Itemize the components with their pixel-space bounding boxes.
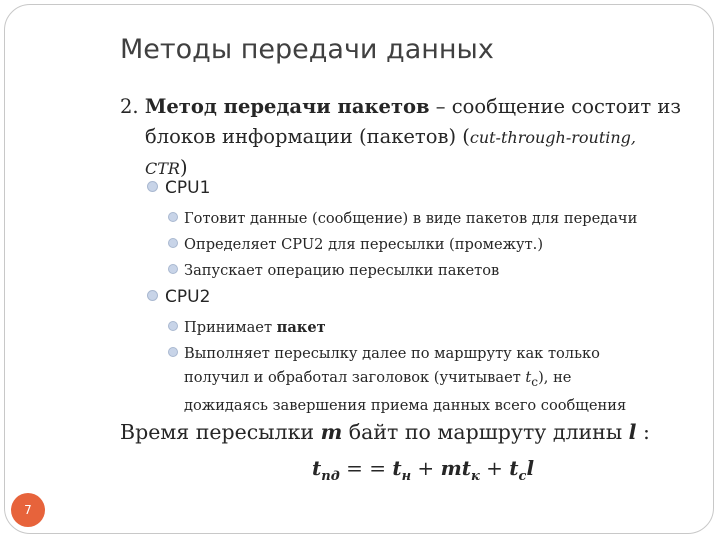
time-text: байт по маршруту длины — [342, 420, 629, 444]
page-number-badge — [11, 493, 45, 527]
cpu2-item-wrap-text: получил и обработал заголовок (учитывает — [184, 369, 526, 386]
formula-op: = = — [339, 456, 393, 480]
item-text-2: блоков информации (пакетов) ( — [145, 125, 470, 148]
cpu2-list-item — [168, 342, 626, 418]
formula-t: t — [312, 456, 322, 480]
cpu2-item-wrap-text: ), не — [538, 369, 572, 386]
l-variable: l — [628, 420, 637, 444]
time-text: : — [636, 420, 650, 444]
formula-op: + — [479, 456, 510, 480]
cpu2-bullet — [147, 287, 210, 307]
time-text: Время пересылки — [120, 420, 321, 444]
cpu2-item-bold: пакет — [276, 319, 326, 336]
cpu2-item-wrap — [168, 366, 626, 394]
m-variable: m — [320, 420, 343, 444]
cpu2-item-wrap — [168, 394, 626, 418]
cpu1-bullet — [147, 178, 210, 198]
transfer-time-sentence — [120, 420, 650, 444]
slide-title: Методы передачи данных — [120, 34, 494, 65]
bullet-icon — [147, 290, 158, 301]
formula-l: l — [526, 456, 535, 480]
bullet-icon — [147, 181, 158, 192]
page-number: 7 — [24, 503, 32, 517]
bullet-icon — [168, 321, 178, 331]
bullet-icon — [168, 347, 178, 357]
tc-variable: t — [525, 369, 532, 386]
tc-subscript: c — [531, 374, 539, 389]
bullet-icon — [168, 264, 178, 274]
numbered-item — [120, 92, 705, 184]
cpu2-item-wrap-text: дожидаясь завершения приема данных всего сообщения — [184, 396, 627, 414]
cpu2-label: CPU2 — [165, 287, 211, 307]
cpu2-item-text: Принимает — [184, 319, 277, 336]
cpu2-item-text: Выполняет пересылку далее по маршруту как только — [184, 345, 600, 362]
cpu1-list-item — [168, 233, 543, 257]
formula — [312, 456, 534, 484]
bullet-icon — [168, 212, 178, 222]
formula-op: + — [411, 456, 441, 480]
cpu1-list-item — [168, 259, 499, 283]
formula-t: t — [392, 456, 402, 480]
item-continuation — [120, 122, 705, 184]
formula-sub: к — [470, 469, 480, 484]
cpu1-item-text: Готовит данные (сообщение) в виде пакетов для передачи — [184, 210, 638, 227]
item-italic-2: CTR — [145, 159, 180, 178]
cpu1-item-text: Запускает операцию пересылки пакетов — [184, 262, 500, 279]
cpu1-label: CPU1 — [165, 178, 211, 198]
cpu2-list-item — [168, 316, 326, 340]
formula-mt: mt — [440, 456, 471, 480]
formula-sub: с — [518, 469, 527, 484]
formula-t: t — [509, 456, 519, 480]
formula-sub: пд — [321, 469, 340, 484]
bullet-icon — [168, 238, 178, 248]
cpu1-item-text: Определяет CPU2 для пересылки (промежут.) — [184, 236, 544, 253]
item-number: 2. — [120, 95, 139, 118]
item-bold-heading: Метод передачи пакетов — [144, 95, 430, 118]
formula-sub: н — [401, 469, 412, 484]
item-text-3: ) — [179, 156, 188, 179]
item-italic-1: cut-through-routing, — [469, 128, 636, 147]
cpu1-list-item — [168, 207, 637, 231]
item-text-1: – сообщение состоит из — [429, 95, 682, 118]
